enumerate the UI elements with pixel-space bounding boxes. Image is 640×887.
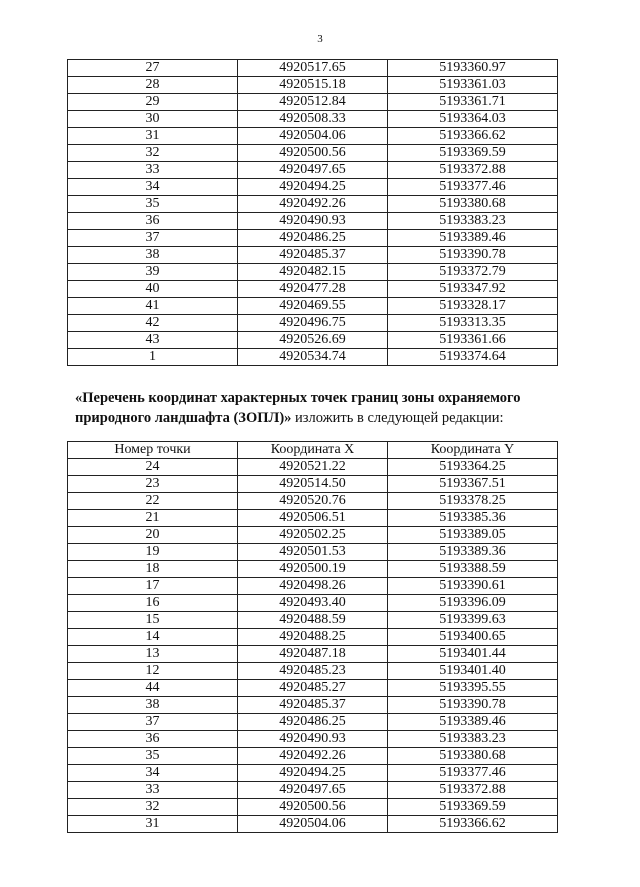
table-header-row [68, 442, 558, 459]
table-row [68, 731, 558, 748]
cell-point-number: 43 [68, 332, 238, 349]
table-row [68, 799, 558, 816]
cell-coordinate-y: 5193390.78 [388, 247, 558, 264]
cell-coordinate-y: 5193388.59 [388, 561, 558, 578]
cell-point-number: 41 [68, 298, 238, 315]
cell-coordinate-x: 4920485.37 [238, 697, 388, 714]
cell-point-number: 20 [68, 527, 238, 544]
cell-point-number: 32 [68, 799, 238, 816]
cell-coordinate-x: 4920469.55 [238, 298, 388, 315]
cell-coordinate-y: 5193328.17 [388, 298, 558, 315]
cell-coordinate-y: 5193366.62 [388, 128, 558, 145]
cell-coordinate-x: 4920486.25 [238, 230, 388, 247]
cell-point-number: 42 [68, 315, 238, 332]
cell-point-number: 31 [68, 128, 238, 145]
cell-point-number: 34 [68, 179, 238, 196]
table-row [68, 349, 558, 366]
cell-coordinate-y: 5193389.36 [388, 544, 558, 561]
cell-coordinate-y: 5193389.46 [388, 714, 558, 731]
cell-coordinate-x: 4920526.69 [238, 332, 388, 349]
cell-coordinate-x: 4920477.28 [238, 281, 388, 298]
cell-point-number: 17 [68, 578, 238, 595]
cell-point-number: 39 [68, 264, 238, 281]
cell-coordinate-x: 4920492.26 [238, 748, 388, 765]
cell-point-number: 28 [68, 77, 238, 94]
cell-point-number: 40 [68, 281, 238, 298]
cell-point-number: 15 [68, 612, 238, 629]
cell-point-number: 38 [68, 247, 238, 264]
cell-coordinate-x: 4920500.56 [238, 145, 388, 162]
cell-point-number: 23 [68, 476, 238, 493]
cell-coordinate-x: 4920500.19 [238, 561, 388, 578]
cell-coordinate-x: 4920493.40 [238, 595, 388, 612]
cell-point-number: 14 [68, 629, 238, 646]
cell-coordinate-y: 5193378.25 [388, 493, 558, 510]
table-row [68, 213, 558, 230]
cell-coordinate-x: 4920517.65 [238, 60, 388, 77]
table-row [68, 77, 558, 94]
cell-point-number: 35 [68, 748, 238, 765]
cell-coordinate-y: 5193364.03 [388, 111, 558, 128]
cell-point-number: 32 [68, 145, 238, 162]
cell-coordinate-y: 5193401.44 [388, 646, 558, 663]
cell-coordinate-y: 5193369.59 [388, 145, 558, 162]
cell-coordinate-x: 4920487.18 [238, 646, 388, 663]
table-row [68, 663, 558, 680]
table-row [68, 748, 558, 765]
cell-coordinate-x: 4920500.56 [238, 799, 388, 816]
cell-coordinate-x: 4920498.26 [238, 578, 388, 595]
cell-coordinate-y: 5193372.79 [388, 264, 558, 281]
cell-coordinate-x: 4920485.23 [238, 663, 388, 680]
cell-coordinate-x: 4920492.26 [238, 196, 388, 213]
cell-coordinate-y: 5193361.03 [388, 77, 558, 94]
cell-coordinate-y: 5193361.66 [388, 332, 558, 349]
cell-point-number: 12 [68, 663, 238, 680]
cell-coordinate-y: 5193395.55 [388, 680, 558, 697]
table-row [68, 332, 558, 349]
table-row [68, 816, 558, 833]
cell-coordinate-x: 4920490.93 [238, 731, 388, 748]
table-row [68, 145, 558, 162]
table-row [68, 595, 558, 612]
table-row [68, 578, 558, 595]
cell-coordinate-y: 5193385.36 [388, 510, 558, 527]
cell-coordinate-y: 5193313.35 [388, 315, 558, 332]
header-coordinate-x: Координата X [238, 442, 388, 459]
cell-coordinate-x: 4920490.93 [238, 213, 388, 230]
cell-point-number: 24 [68, 459, 238, 476]
cell-coordinate-y: 5193372.88 [388, 162, 558, 179]
cell-coordinate-x: 4920485.37 [238, 247, 388, 264]
cell-point-number: 33 [68, 162, 238, 179]
cell-coordinate-y: 5193380.68 [388, 196, 558, 213]
cell-point-number: 37 [68, 230, 238, 247]
cell-point-number: 21 [68, 510, 238, 527]
section-caption [75, 388, 575, 428]
cell-point-number: 29 [68, 94, 238, 111]
table-row [68, 281, 558, 298]
cell-coordinate-x: 4920504.06 [238, 816, 388, 833]
cell-coordinate-x: 4920506.51 [238, 510, 388, 527]
coordinates-table-continued [67, 59, 558, 366]
cell-coordinate-x: 4920488.25 [238, 629, 388, 646]
table-row [68, 230, 558, 247]
cell-point-number: 34 [68, 765, 238, 782]
cell-coordinate-x: 4920501.53 [238, 544, 388, 561]
cell-point-number: 35 [68, 196, 238, 213]
cell-coordinate-y: 5193383.23 [388, 213, 558, 230]
cell-coordinate-x: 4920512.84 [238, 94, 388, 111]
table-row [68, 179, 558, 196]
cell-point-number: 27 [68, 60, 238, 77]
cell-point-number: 36 [68, 213, 238, 230]
cell-coordinate-y: 5193347.92 [388, 281, 558, 298]
cell-point-number: 30 [68, 111, 238, 128]
header-coordinate-y: Координата Y [388, 442, 558, 459]
cell-point-number: 37 [68, 714, 238, 731]
table-row [68, 60, 558, 77]
table-row [68, 298, 558, 315]
table-row [68, 782, 558, 799]
cell-point-number: 13 [68, 646, 238, 663]
table-row [68, 162, 558, 179]
cell-point-number: 1 [68, 349, 238, 366]
table-row [68, 459, 558, 476]
cell-point-number: 44 [68, 680, 238, 697]
cell-coordinate-x: 4920514.50 [238, 476, 388, 493]
coordinates-table-body [68, 60, 558, 366]
cell-coordinate-y: 5193383.23 [388, 731, 558, 748]
cell-coordinate-y: 5193366.62 [388, 816, 558, 833]
page-number: 3 [317, 33, 323, 45]
cell-coordinate-y: 5193377.46 [388, 179, 558, 196]
table-row [68, 196, 558, 213]
cell-point-number: 19 [68, 544, 238, 561]
table-row [68, 128, 558, 145]
cell-coordinate-y: 5193389.46 [388, 230, 558, 247]
cell-coordinate-y: 5193360.97 [388, 60, 558, 77]
cell-coordinate-y: 5193361.71 [388, 94, 558, 111]
cell-coordinate-y: 5193367.51 [388, 476, 558, 493]
cell-point-number: 33 [68, 782, 238, 799]
cell-coordinate-x: 4920515.18 [238, 77, 388, 94]
cell-coordinate-x: 4920497.65 [238, 782, 388, 799]
zopl-coordinates-table [67, 441, 558, 833]
cell-point-number: 18 [68, 561, 238, 578]
cell-coordinate-x: 4920497.65 [238, 162, 388, 179]
table-row [68, 561, 558, 578]
cell-point-number: 38 [68, 697, 238, 714]
cell-coordinate-y: 5193372.88 [388, 782, 558, 799]
cell-coordinate-y: 5193374.64 [388, 349, 558, 366]
table-row [68, 315, 558, 332]
table-row [68, 544, 558, 561]
table-row [68, 612, 558, 629]
table-row [68, 697, 558, 714]
table-row [68, 765, 558, 782]
cell-coordinate-y: 5193380.68 [388, 748, 558, 765]
table-row [68, 646, 558, 663]
table-row [68, 111, 558, 128]
table-row [68, 527, 558, 544]
table-row [68, 680, 558, 697]
header-point-number: Номер точки [68, 442, 238, 459]
table-row [68, 493, 558, 510]
cell-point-number: 16 [68, 595, 238, 612]
table-row [68, 510, 558, 527]
zopl-table-body [68, 459, 558, 833]
cell-coordinate-y: 5193390.61 [388, 578, 558, 595]
cell-coordinate-x: 4920521.22 [238, 459, 388, 476]
table-row [68, 714, 558, 731]
cell-coordinate-x: 4920496.75 [238, 315, 388, 332]
cell-coordinate-x: 4920488.59 [238, 612, 388, 629]
cell-coordinate-x: 4920502.25 [238, 527, 388, 544]
table-row [68, 629, 558, 646]
cell-coordinate-y: 5193399.63 [388, 612, 558, 629]
table-row [68, 476, 558, 493]
cell-coordinate-y: 5193390.78 [388, 697, 558, 714]
table-row [68, 264, 558, 281]
cell-coordinate-y: 5193389.05 [388, 527, 558, 544]
cell-coordinate-x: 4920494.25 [238, 765, 388, 782]
cell-point-number: 36 [68, 731, 238, 748]
cell-coordinate-y: 5193400.65 [388, 629, 558, 646]
cell-coordinate-x: 4920482.15 [238, 264, 388, 281]
cell-coordinate-x: 4920486.25 [238, 714, 388, 731]
cell-point-number: 22 [68, 493, 238, 510]
cell-coordinate-x: 4920520.76 [238, 493, 388, 510]
cell-coordinate-y: 5193364.25 [388, 459, 558, 476]
cell-coordinate-x: 4920534.74 [238, 349, 388, 366]
table-row [68, 94, 558, 111]
table-row [68, 247, 558, 264]
cell-coordinate-y: 5193401.40 [388, 663, 558, 680]
cell-point-number: 31 [68, 816, 238, 833]
cell-coordinate-x: 4920494.25 [238, 179, 388, 196]
cell-coordinate-y: 5193396.09 [388, 595, 558, 612]
cell-coordinate-x: 4920504.06 [238, 128, 388, 145]
cell-coordinate-x: 4920508.33 [238, 111, 388, 128]
cell-coordinate-y: 5193369.59 [388, 799, 558, 816]
cell-coordinate-y: 5193377.46 [388, 765, 558, 782]
cell-coordinate-x: 4920485.27 [238, 680, 388, 697]
caption-bold-title: «Перечень координат характерных точек границ зоны охраняемого природного ландшафта (ЗОПЛ)» [75, 390, 521, 426]
caption-text: изложить в следующей редакции: [291, 410, 504, 426]
